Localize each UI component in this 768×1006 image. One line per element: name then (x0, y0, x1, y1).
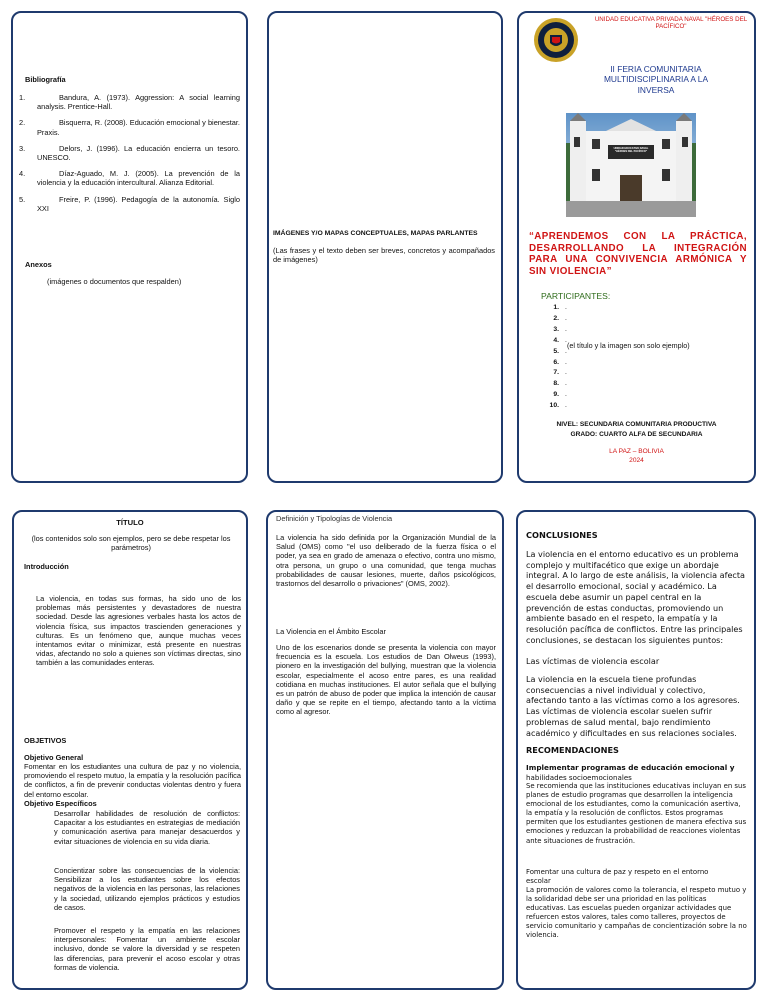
school-emblem-icon (533, 17, 579, 63)
level-text: NIVEL: SECUNDARIA COMUNITARIA PRODUCTIVA (556, 421, 717, 428)
participant-number: 1. (553, 304, 559, 311)
participant-number: 8. (553, 380, 559, 388)
participant-item (541, 401, 567, 412)
recommendation-1-title: Implementar programas de educación emocional y (526, 763, 735, 772)
participant-name: . (565, 325, 567, 333)
participant-number: 7. (553, 369, 559, 377)
participant-item (541, 325, 567, 336)
bibliography-item (19, 169, 240, 187)
participant-item (541, 390, 567, 401)
bibliography-item-text: Freire, P. (1996). Pedagogía de la autonomía. Siglo XXI (37, 194, 240, 213)
example-note: (el título y la imagen son solo ejemplo) (567, 341, 690, 350)
participant-number: 9. (553, 391, 559, 399)
participant-name: . (565, 347, 567, 355)
participant-item (541, 368, 567, 379)
year-text: 2024 (629, 457, 644, 464)
bibliography-item-number: 1. (19, 93, 26, 102)
participant-number: 2. (553, 314, 559, 322)
participant-name: . (565, 391, 567, 399)
participant-item (541, 379, 567, 390)
specific-objective-2: Concientizar sobre las consecuencias de la violencia: Sensibilizar a los estudiantes sobre los efectos negativos de la violencia en las personas, las relaciones y la sociedad, utilizando ejemplos prácticos y estudios de casos. (54, 866, 240, 912)
panel-images (267, 11, 503, 483)
project-title: “APRENDEMOS CON LA PRÁCTICA, DESARROLLANDO LA INTEGRACIÓN PARA UNA CONVIVENCIA ARMÓNICA Y SIN VIOLENCIA” (529, 231, 747, 278)
school-violence-text: Uno de los escenarios donde se presenta la violencia con mayor frecuencia es la escuela. Los estudios de Dan Olweus (1993), pionero en la investigación del bullying, muestran que la violencia escolar, especialmente el acoso entre pares, es una realidad cotidiana en muchas instituciones. El autor señala que el bullying es un patrón de abuso de poder que implica la intención de causar daño y que se repite en el tiempo, afectando tanto a la víctima como al agresor. (276, 643, 496, 717)
conclusions-title: CONCLUSIONES (526, 530, 598, 540)
city-text: LA PAZ – BOLIVIA (609, 448, 664, 455)
conclusions-text: La violencia en el entorno educativo es un problema complejo y multifacético que exige un abordaje integral. A lo largo de este análisis, la violencia afecta el desarrollo emocional, social y académico. La escuela debe asumir un papel central en la prevención de estas conductas, promoviendo un ambiente basado en el respeto, la empatía y la resolución pacífica de conflictos. Entre las principales conclusiones, se destacan los siguientes puntos: (526, 549, 746, 645)
participant-number: 6. (553, 358, 559, 366)
participant-name: . (565, 314, 567, 322)
bibliography-item-number: 3. (19, 143, 26, 153)
specific-objective-1: Desarrollar habilidades de resolución de conflictos: Capacitar a los estudiantes en estrategias de mediación y comunicación asertiva para manejar desacuerdos y evitar situaciones de violencia en su vida diaria. (54, 809, 240, 846)
participant-item (541, 303, 567, 314)
participant-number: 3. (553, 325, 559, 333)
recommendation-1-subtitle: habilidades socioemocionales (526, 773, 632, 782)
specific-objective-3: Promover el respeto y la empatía en las relaciones interpersonales: Fomentar un ambiente escolar inclusivo, donde se valore la diversidad y se respeten las diferencias, para prevenir el acoso escolar y otras formas de violencia. (54, 926, 240, 972)
participants-label: PARTICIPANTES: (541, 291, 611, 301)
bibliography-item-number: 2. (19, 118, 26, 128)
doc-subtitle: (los contenidos solo son ejemplos, pero se debe respetar los parámetros) (31, 534, 231, 553)
recommendation-1-text: Se recomienda que las instituciones educativas incluyan en sus planes de estudio programas que desarrollen la inteligencia emocional de los estudiantes, como la comunicación asertiva, la empatía y la resolución de conflictos. Estos programas permiten que los estudiantes gestionen de manera efectiva sus emociones y reduzcan la probabilidad de reacciones violentas ante situaciones de frustración. (526, 782, 747, 845)
participant-number: 5. (553, 347, 559, 355)
panel-bibliography (11, 11, 248, 483)
participant-name: . (565, 304, 567, 311)
participant-name: . (565, 336, 567, 344)
images-note: (Las frases y el texto deben ser breves, concretos y acompañados de imágenes) (273, 246, 495, 265)
fair-title: II FERIA COMUNITARIA MULTIDISCIPLINARIA A LA INVERSA (603, 64, 709, 95)
annex-note: (imágenes o documentos que respalden) (47, 277, 182, 286)
participant-item (541, 347, 567, 358)
building-sign: UNIDAD EDUCATIVA NAVAL "HÉROES DEL PACÍFICO" (613, 147, 649, 154)
bibliography-list (19, 93, 240, 220)
participants-list (541, 303, 567, 412)
bibliography-item-number: 5. (19, 194, 26, 204)
school-name: UNIDAD EDUCATIVA PRIVADA NAVAL "HÉROES DEL PACÍFICO" (594, 16, 748, 31)
participant-number: 10. (549, 402, 559, 410)
annex-title: Anexos (25, 260, 52, 269)
participant-number: 4. (553, 336, 559, 344)
bibliography-item-text: Delors, J. (1996). La educación encierra un tesoro. UNESCO. (37, 143, 240, 163)
bibliography-item (19, 144, 240, 162)
participant-item (541, 358, 567, 369)
participant-item (541, 314, 567, 325)
doc-title: TÍTULO (116, 518, 144, 527)
grade-text: GRADO: CUARTO ALFA DE SECUNDARIA (570, 431, 703, 438)
panel-introduction (12, 510, 248, 990)
definition-text: La violencia ha sido definida por la Organización Mundial de la Salud (OMS) como "el uso deliberado de la fuerza física o el poder, ya sea en grado de amenaza o efectivo, contra uno mismo, otra persona, un grupo o una comunidad, que tenga muchas probabilidades de causar lesiones, muerte, daños psicológicos, trastornos del desarrollo o privaciones" (OMS, 2002). (276, 533, 496, 589)
general-objective-text: Fomentar en los estudiantes una cultura de paz y no violencia, promoviendo el respeto mutuo, la empatía y la resolución pacífica de conflictos, a fin de prevenir conductas violentas dentro y fuera del entorno escolar. (24, 762, 241, 799)
bibliography-item-text: Díaz-Aguado, M. J. (2005). La prevención de la violencia y la educación intercultural. Alianza Editorial. (37, 169, 240, 188)
recommendation-2-text: La promoción de valores como la tolerancia, el respeto mutuo y la solidaridad debe ser una prioridad en las políticas educativas. Las escuelas pueden organizar actividades que refuercen estos valores, tales como talleres, proyectos de servicio comunitario y campañas de concientización sobre la no violencia. (526, 886, 747, 940)
definition-title: Definición y Tipologías de Violencia (276, 514, 393, 523)
bibliography-item-number: 4. (19, 169, 26, 179)
participant-name: . (565, 402, 567, 410)
intro-title: Introducción (24, 562, 69, 571)
recommendations-title: RECOMENDACIONES (526, 745, 619, 755)
school-violence-title: La Violencia en el Ámbito Escolar (276, 627, 386, 636)
bibliography-title: Bibliografía (25, 75, 66, 84)
bibliography-item-text: Bisquerra, R. (2008). Educación emocional y bienestar. Praxis. (37, 118, 240, 137)
panel-cover (517, 11, 756, 483)
participant-item (541, 336, 567, 347)
objectives-title: OBJETIVOS (24, 736, 67, 745)
intro-text: La violencia, en todas sus formas, ha sido uno de los problemas más persistentes y devastadores de nuestra sociedad. Desde las agresiones verbales hasta los actos de violencia física, sus impactos trascienden generaciones y culturas. Es un fenómeno que, aunque muchas veces intentamos evitar o minimizar, está presente en nuestras vidas, afectando no solo a quienes son víctimas directas, sino también a las comunidades enteras. (36, 594, 241, 668)
images-heading: IMÁGENES Y/O MAPAS CONCEPTUALES, MAPAS PARLANTES (273, 230, 478, 237)
participant-name: . (565, 358, 567, 366)
specific-objectives-title: Objetivo Específicos (24, 799, 97, 808)
conclusions-subheading: Las víctimas de violencia escolar (526, 656, 660, 666)
bibliography-item (19, 118, 240, 136)
bibliography-item (19, 195, 240, 213)
conclusions-text-2: La violencia en la escuela tiene profundas consecuencias a nivel individual y colectivo, afectando tanto a las víctimas como a los agresores. Las víctimas de violencia escolar suelen sufrir problemas de salud mental, bajo rendimiento académico y dificultades en sus relaciones sociales. (526, 674, 740, 738)
recommendation-2-title: Fomentar una cultura de paz y respeto en el entorno escolar (526, 868, 709, 886)
general-objective-title: Objetivo General (24, 753, 84, 762)
panel-conclusions (516, 510, 756, 990)
bibliography-item (19, 93, 240, 111)
panel-definitions (266, 510, 504, 990)
school-building-image (566, 113, 696, 217)
participant-name: . (565, 380, 567, 388)
participant-name: . (565, 369, 567, 377)
bibliography-item-text: Bandura, A. (1973). Aggression: A social learning analysis. Prentice-Hall. (37, 93, 240, 112)
